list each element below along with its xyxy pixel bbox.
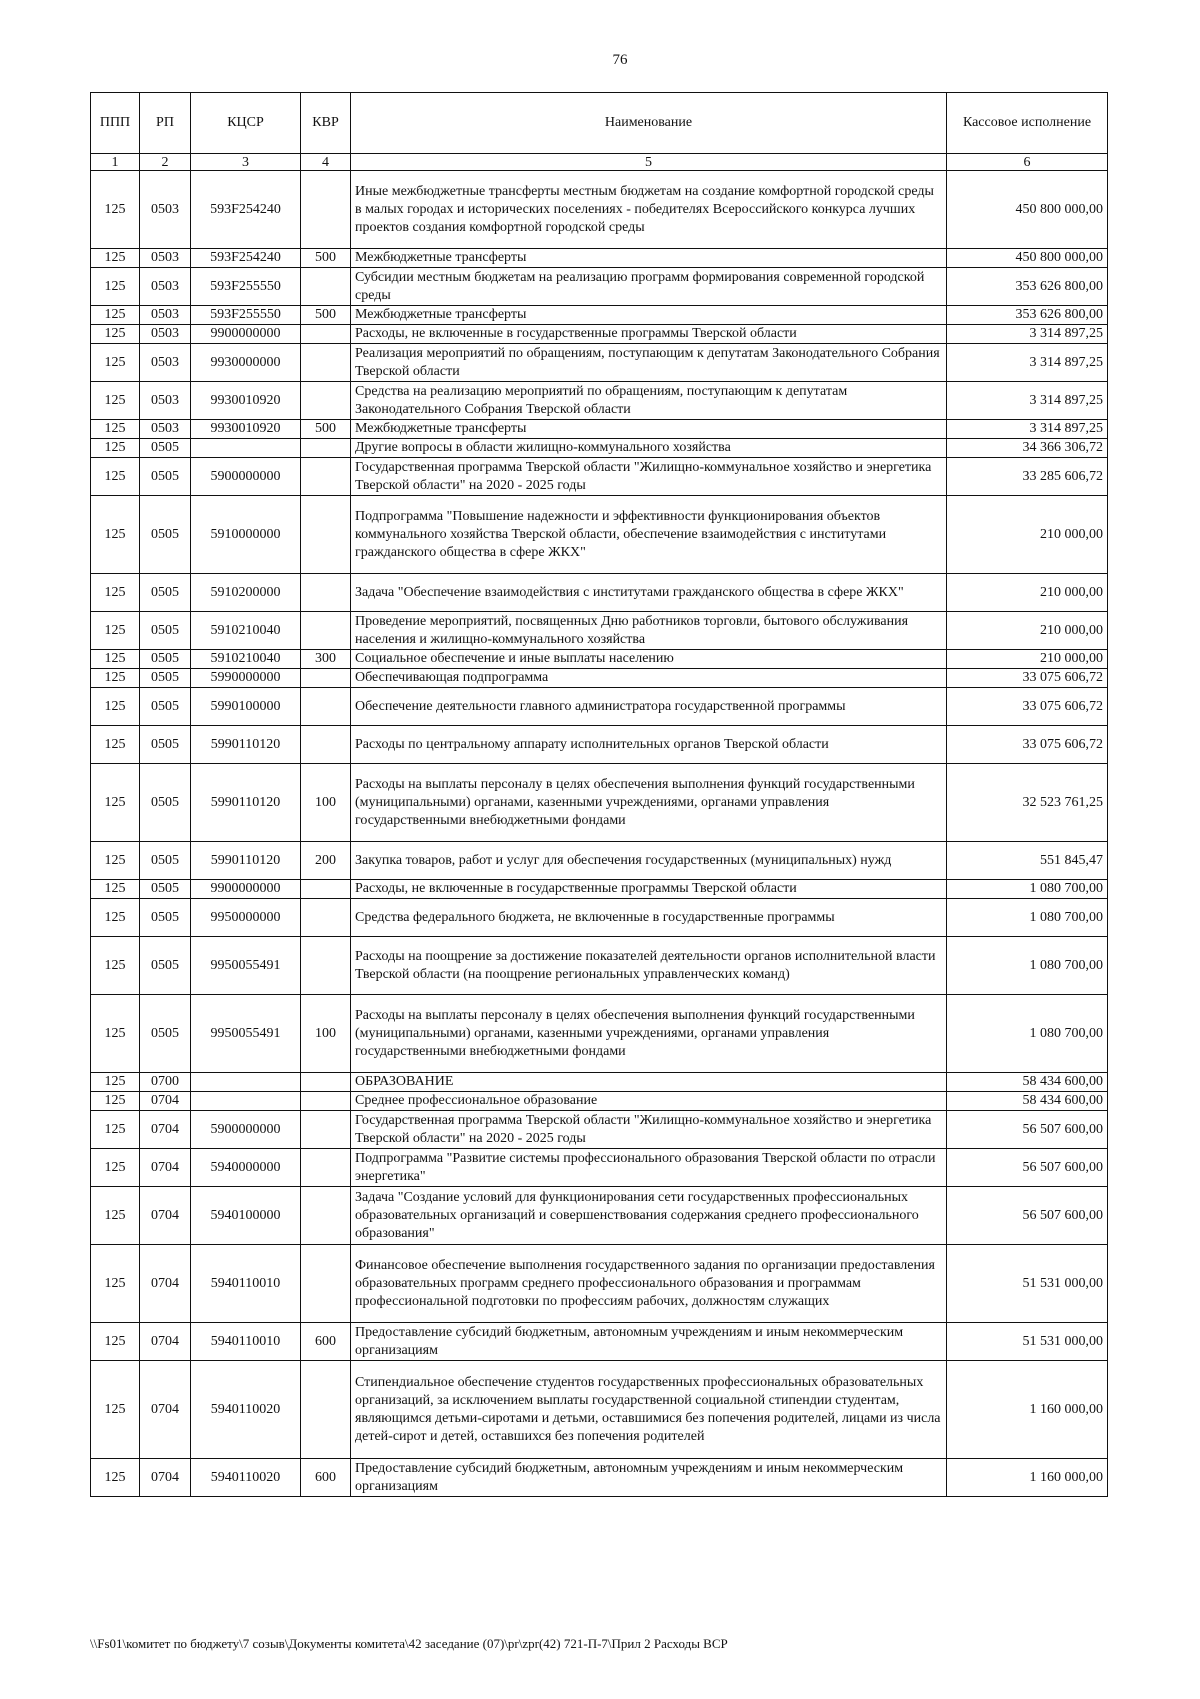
cell-name: Закупка товаров, работ и услуг для обеспечения государственных (муниципальных) нужд xyxy=(351,842,947,880)
cell-ppp: 125 xyxy=(91,382,140,420)
cell-name: Государственная программа Тверской области "Жилищно-коммунальное хозяйство и энергетика Тверской области" на 2020 - 2025 годы xyxy=(351,458,947,496)
table-row xyxy=(91,880,1108,899)
table-row xyxy=(91,995,1108,1073)
cell-kcsr: 5900000000 xyxy=(191,1111,301,1149)
cell-name: Социальное обеспечение и иные выплаты населению xyxy=(351,650,947,669)
cell-rp: 0505 xyxy=(140,937,191,995)
column-number-row xyxy=(91,154,1108,171)
cell-kcsr: 5910210040 xyxy=(191,650,301,669)
cell-name: Финансовое обеспечение выполнения государственного задания по организации предоставления образовательных программ среднего профессионального образования и программам профессиональной подготовки по профессиям рабочих, должностям служащих xyxy=(351,1245,947,1323)
cell-kcsr: 5910200000 xyxy=(191,574,301,612)
cell-amount: 210 000,00 xyxy=(947,496,1108,574)
cell-amount: 3 314 897,25 xyxy=(947,382,1108,420)
cell-ppp: 125 xyxy=(91,496,140,574)
cell-amount: 51 531 000,00 xyxy=(947,1323,1108,1361)
cell-kvr xyxy=(301,574,351,612)
cell-name: Среднее профессиональное образование xyxy=(351,1092,947,1111)
cell-rp: 0505 xyxy=(140,439,191,458)
cell-name: Обеспечивающая подпрограмма xyxy=(351,669,947,688)
cell-kvr: 600 xyxy=(301,1459,351,1497)
cell-ppp: 125 xyxy=(91,1187,140,1245)
cell-ppp: 125 xyxy=(91,1111,140,1149)
cell-rp: 0505 xyxy=(140,496,191,574)
cell-rp: 0704 xyxy=(140,1323,191,1361)
cell-amount: 3 314 897,25 xyxy=(947,344,1108,382)
cell-kcsr xyxy=(191,1092,301,1111)
cell-ppp: 125 xyxy=(91,344,140,382)
cell-rp: 0503 xyxy=(140,268,191,306)
cell-amount: 1 080 700,00 xyxy=(947,995,1108,1073)
page-number: 76 xyxy=(612,52,628,68)
cell-amount: 1 080 700,00 xyxy=(947,880,1108,899)
table-row xyxy=(91,1187,1108,1245)
table-row xyxy=(91,937,1108,995)
cell-kvr xyxy=(301,669,351,688)
cell-amount: 33 075 606,72 xyxy=(947,726,1108,764)
table-row xyxy=(91,1111,1108,1149)
cell-rp: 0505 xyxy=(140,880,191,899)
cell-amount: 33 075 606,72 xyxy=(947,669,1108,688)
cell-amount: 210 000,00 xyxy=(947,650,1108,669)
cell-name: Реализация мероприятий по обращениям, поступающим к депутатам Законодательного Собрания Тверской области xyxy=(351,344,947,382)
cell-ppp: 125 xyxy=(91,899,140,937)
cell-kvr: 500 xyxy=(301,249,351,268)
cell-name: Субсидии местным бюджетам на реализацию программ формирования современной городской среды xyxy=(351,268,947,306)
column-number: 5 xyxy=(351,154,947,171)
cell-kcsr: 5940000000 xyxy=(191,1149,301,1187)
cell-amount: 34 366 306,72 xyxy=(947,439,1108,458)
cell-amount: 551 845,47 xyxy=(947,842,1108,880)
cell-rp: 0704 xyxy=(140,1245,191,1323)
cell-kvr xyxy=(301,1092,351,1111)
cell-kcsr: 9950055491 xyxy=(191,937,301,995)
cell-kcsr: 9900000000 xyxy=(191,880,301,899)
cell-ppp: 125 xyxy=(91,995,140,1073)
column-number: 3 xyxy=(191,154,301,171)
cell-kcsr: 5990100000 xyxy=(191,688,301,726)
cell-kcsr: 9900000000 xyxy=(191,325,301,344)
cell-rp: 0505 xyxy=(140,899,191,937)
cell-kcsr: 5940110020 xyxy=(191,1361,301,1459)
cell-name: Задача "Создание условий для функционирования сети государственных профессиональных образовательных организаций и совершенствования содержания среднего профессионального образования" xyxy=(351,1187,947,1245)
cell-kcsr: 5910210040 xyxy=(191,612,301,650)
cell-name: Другие вопросы в области жилищно-коммунального хозяйства xyxy=(351,439,947,458)
table-row xyxy=(91,1323,1108,1361)
table-row xyxy=(91,650,1108,669)
cell-kvr xyxy=(301,726,351,764)
cell-ppp: 125 xyxy=(91,650,140,669)
cell-ppp: 125 xyxy=(91,937,140,995)
column-number: 1 xyxy=(91,154,140,171)
cell-rp: 0505 xyxy=(140,612,191,650)
table-row xyxy=(91,496,1108,574)
cell-amount: 33 075 606,72 xyxy=(947,688,1108,726)
cell-rp: 0503 xyxy=(140,344,191,382)
cell-amount: 56 507 600,00 xyxy=(947,1149,1108,1187)
cell-kcsr: 9930010920 xyxy=(191,382,301,420)
column-header: РП xyxy=(140,93,191,154)
table-row xyxy=(91,382,1108,420)
cell-amount: 1 080 700,00 xyxy=(947,937,1108,995)
cell-ppp: 125 xyxy=(91,439,140,458)
cell-ppp: 125 xyxy=(91,1092,140,1111)
cell-name: Средства на реализацию мероприятий по обращениям, поступающим к депутатам Законодательного Собрания Тверской области xyxy=(351,382,947,420)
cell-ppp: 125 xyxy=(91,726,140,764)
cell-name: Межбюджетные трансферты xyxy=(351,420,947,439)
cell-kcsr: 9930000000 xyxy=(191,344,301,382)
cell-rp: 0505 xyxy=(140,669,191,688)
cell-name: Расходы по центральному аппарату исполнительных органов Тверской области xyxy=(351,726,947,764)
cell-kvr xyxy=(301,458,351,496)
cell-ppp: 125 xyxy=(91,1361,140,1459)
cell-kcsr xyxy=(191,439,301,458)
cell-name: Иные межбюджетные трансферты местным бюджетам на создание комфортной городской среды в малых городах и исторических поселениях - победителях Всероссийского конкурса лучших проектов создания комфортной городской среды xyxy=(351,171,947,249)
table-row xyxy=(91,268,1108,306)
cell-ppp: 125 xyxy=(91,688,140,726)
cell-rp: 0704 xyxy=(140,1187,191,1245)
cell-kcsr: 9950055491 xyxy=(191,995,301,1073)
cell-amount: 32 523 761,25 xyxy=(947,764,1108,842)
cell-amount: 58 434 600,00 xyxy=(947,1073,1108,1092)
cell-name: Подпрограмма "Повышение надежности и эффективности функционирования объектов коммунального хозяйства Тверской области, обеспечение взаимодействия с институтами гражданского общества в сфере ЖКХ" xyxy=(351,496,947,574)
cell-ppp: 125 xyxy=(91,669,140,688)
cell-kvr xyxy=(301,382,351,420)
cell-amount: 33 285 606,72 xyxy=(947,458,1108,496)
cell-kvr: 200 xyxy=(301,842,351,880)
cell-name: Обеспечение деятельности главного администратора государственной программы xyxy=(351,688,947,726)
column-header: ППП xyxy=(91,93,140,154)
cell-kvr: 300 xyxy=(301,650,351,669)
table-row xyxy=(91,1361,1108,1459)
cell-ppp: 125 xyxy=(91,1459,140,1497)
cell-kcsr: 5990110120 xyxy=(191,726,301,764)
cell-ppp: 125 xyxy=(91,880,140,899)
cell-rp: 0505 xyxy=(140,726,191,764)
cell-kvr xyxy=(301,688,351,726)
cell-amount: 1 160 000,00 xyxy=(947,1361,1108,1459)
cell-kvr xyxy=(301,1073,351,1092)
table-row xyxy=(91,344,1108,382)
cell-kcsr: 5910000000 xyxy=(191,496,301,574)
cell-name: Расходы на поощрение за достижение показателей деятельности органов исполнительной власти Тверской области (на поощрение региональных управленческих команд) xyxy=(351,937,947,995)
column-number: 6 xyxy=(947,154,1108,171)
column-header: Кассовое исполнение xyxy=(947,93,1108,154)
table-row xyxy=(91,1149,1108,1187)
cell-rp: 0505 xyxy=(140,650,191,669)
table-row xyxy=(91,1459,1108,1497)
cell-name: ОБРАЗОВАНИЕ xyxy=(351,1073,947,1092)
cell-kvr xyxy=(301,612,351,650)
cell-kvr xyxy=(301,1361,351,1459)
cell-ppp: 125 xyxy=(91,842,140,880)
header-row xyxy=(91,93,1108,154)
cell-kvr xyxy=(301,325,351,344)
table-body xyxy=(91,171,1108,1497)
cell-rp: 0704 xyxy=(140,1092,191,1111)
cell-amount: 56 507 600,00 xyxy=(947,1187,1108,1245)
cell-kcsr: 5940110010 xyxy=(191,1245,301,1323)
column-header: КВР xyxy=(301,93,351,154)
cell-name: Расходы на выплаты персоналу в целях обеспечения выполнения функций государственными (муниципальными) органами, казенными учреждениями, органами управления государственными внебюджетными фондами xyxy=(351,764,947,842)
cell-rp: 0505 xyxy=(140,842,191,880)
table-row xyxy=(91,688,1108,726)
cell-amount: 3 314 897,25 xyxy=(947,420,1108,439)
table-row xyxy=(91,669,1108,688)
cell-ppp: 125 xyxy=(91,306,140,325)
cell-kcsr: 5990110120 xyxy=(191,842,301,880)
cell-amount: 3 314 897,25 xyxy=(947,325,1108,344)
cell-ppp: 125 xyxy=(91,1323,140,1361)
cell-amount: 450 800 000,00 xyxy=(947,171,1108,249)
cell-rp: 0503 xyxy=(140,249,191,268)
cell-kvr xyxy=(301,880,351,899)
cell-kvr xyxy=(301,1245,351,1323)
cell-amount: 353 626 800,00 xyxy=(947,306,1108,325)
cell-name: Задача "Обеспечение взаимодействия с институтами гражданского общества в сфере ЖКХ" xyxy=(351,574,947,612)
cell-rp: 0503 xyxy=(140,382,191,420)
cell-ppp: 125 xyxy=(91,574,140,612)
table-row xyxy=(91,726,1108,764)
cell-kcsr: 9930010920 xyxy=(191,420,301,439)
cell-rp: 0505 xyxy=(140,574,191,612)
cell-ppp: 125 xyxy=(91,325,140,344)
cell-ppp: 125 xyxy=(91,612,140,650)
cell-kvr xyxy=(301,496,351,574)
cell-ppp: 125 xyxy=(91,1149,140,1187)
cell-kcsr: 5940110020 xyxy=(191,1459,301,1497)
cell-kcsr: 5900000000 xyxy=(191,458,301,496)
cell-rp: 0503 xyxy=(140,420,191,439)
cell-name: Межбюджетные трансферты xyxy=(351,249,947,268)
cell-amount: 56 507 600,00 xyxy=(947,1111,1108,1149)
cell-kvr xyxy=(301,171,351,249)
table-row xyxy=(91,420,1108,439)
cell-kvr xyxy=(301,344,351,382)
cell-kcsr: 9950000000 xyxy=(191,899,301,937)
expenditure-table xyxy=(90,92,1108,1497)
cell-name: Предоставление субсидий бюджетным, автономным учреждениям и иным некоммерческим организациям xyxy=(351,1459,947,1497)
cell-kcsr xyxy=(191,1073,301,1092)
cell-ppp: 125 xyxy=(91,764,140,842)
cell-kcsr: 593F254240 xyxy=(191,249,301,268)
cell-name: Расходы на выплаты персоналу в целях обеспечения выполнения функций государственными (муниципальными) органами, казенными учреждениями, органами управления государственными внебюджетными фондами xyxy=(351,995,947,1073)
cell-kvr xyxy=(301,1187,351,1245)
cell-kcsr: 5990000000 xyxy=(191,669,301,688)
cell-name: Подпрограмма "Развитие системы профессионального образования Тверской области по отрасли энергетика" xyxy=(351,1149,947,1187)
table-row xyxy=(91,899,1108,937)
cell-ppp: 125 xyxy=(91,420,140,439)
cell-kvr: 100 xyxy=(301,995,351,1073)
file-path-footer: \\Fs01\комитет по бюджету\7 созыв\Документы комитета\42 заседание (07)\pr\zpr(42) 721-П-7\Прил 2 Расходы ВСР xyxy=(90,1636,728,1651)
cell-rp: 0505 xyxy=(140,458,191,496)
cell-ppp: 125 xyxy=(91,458,140,496)
cell-ppp: 125 xyxy=(91,1073,140,1092)
cell-amount: 353 626 800,00 xyxy=(947,268,1108,306)
cell-rp: 0505 xyxy=(140,995,191,1073)
cell-kvr xyxy=(301,1149,351,1187)
table-row xyxy=(91,439,1108,458)
cell-rp: 0704 xyxy=(140,1361,191,1459)
cell-kcsr: 5940100000 xyxy=(191,1187,301,1245)
table-row xyxy=(91,171,1108,249)
cell-ppp: 125 xyxy=(91,171,140,249)
cell-ppp: 125 xyxy=(91,268,140,306)
cell-name: Расходы, не включенные в государственные программы Тверской области xyxy=(351,880,947,899)
cell-kvr xyxy=(301,439,351,458)
cell-name: Стипендиальное обеспечение студентов государственных профессиональных образовательных организаций, за исключением выплаты государственной социальной стипендии студентам, являющимся детьми-сиротами и детьми, оставшимися без попечения родителей, лицами из числа детей-сирот и детей, оставшихся без попечения родителей xyxy=(351,1361,947,1459)
cell-kvr: 100 xyxy=(301,764,351,842)
cell-kcsr: 593F254240 xyxy=(191,171,301,249)
table-row xyxy=(91,574,1108,612)
column-header: КЦСР xyxy=(191,93,301,154)
cell-amount: 51 531 000,00 xyxy=(947,1245,1108,1323)
cell-name: Межбюджетные трансферты xyxy=(351,306,947,325)
cell-rp: 0704 xyxy=(140,1149,191,1187)
cell-rp: 0505 xyxy=(140,764,191,842)
table-row xyxy=(91,612,1108,650)
table-row xyxy=(91,458,1108,496)
cell-kcsr: 5990110120 xyxy=(191,764,301,842)
cell-kvr: 500 xyxy=(301,420,351,439)
table-row xyxy=(91,249,1108,268)
cell-ppp: 125 xyxy=(91,249,140,268)
cell-kvr: 500 xyxy=(301,306,351,325)
cell-amount: 450 800 000,00 xyxy=(947,249,1108,268)
cell-kcsr: 5940110010 xyxy=(191,1323,301,1361)
cell-name: Предоставление субсидий бюджетным, автономным учреждениям и иным некоммерческим организациям xyxy=(351,1323,947,1361)
cell-amount: 1 080 700,00 xyxy=(947,899,1108,937)
cell-kcsr: 593F255550 xyxy=(191,306,301,325)
column-number: 4 xyxy=(301,154,351,171)
table-row xyxy=(91,1073,1108,1092)
column-number: 2 xyxy=(140,154,191,171)
cell-kvr xyxy=(301,899,351,937)
cell-name: Проведение мероприятий, посвященных Дню работников торговли, бытового обслуживания населения и жилищно-коммунального хозяйства xyxy=(351,612,947,650)
cell-rp: 0704 xyxy=(140,1111,191,1149)
cell-kvr: 600 xyxy=(301,1323,351,1361)
column-header: Наименование xyxy=(351,93,947,154)
table-row xyxy=(91,842,1108,880)
cell-amount: 210 000,00 xyxy=(947,574,1108,612)
table-row xyxy=(91,1092,1108,1111)
cell-amount: 1 160 000,00 xyxy=(947,1459,1108,1497)
table-row xyxy=(91,306,1108,325)
cell-kcsr: 593F255550 xyxy=(191,268,301,306)
cell-name: Расходы, не включенные в государственные программы Тверской области xyxy=(351,325,947,344)
cell-kvr xyxy=(301,268,351,306)
cell-rp: 0700 xyxy=(140,1073,191,1092)
table-row xyxy=(91,1245,1108,1323)
cell-amount: 58 434 600,00 xyxy=(947,1092,1108,1111)
cell-rp: 0503 xyxy=(140,325,191,344)
cell-ppp: 125 xyxy=(91,1245,140,1323)
cell-rp: 0503 xyxy=(140,171,191,249)
table-row xyxy=(91,764,1108,842)
cell-name: Государственная программа Тверской области "Жилищно-коммунальное хозяйство и энергетика Тверской области" на 2020 - 2025 годы xyxy=(351,1111,947,1149)
cell-kvr xyxy=(301,1111,351,1149)
cell-rp: 0505 xyxy=(140,688,191,726)
cell-name: Средства федерального бюджета, не включенные в государственные программы xyxy=(351,899,947,937)
cell-rp: 0503 xyxy=(140,306,191,325)
cell-kvr xyxy=(301,937,351,995)
cell-amount: 210 000,00 xyxy=(947,612,1108,650)
table-row xyxy=(91,325,1108,344)
cell-rp: 0704 xyxy=(140,1459,191,1497)
